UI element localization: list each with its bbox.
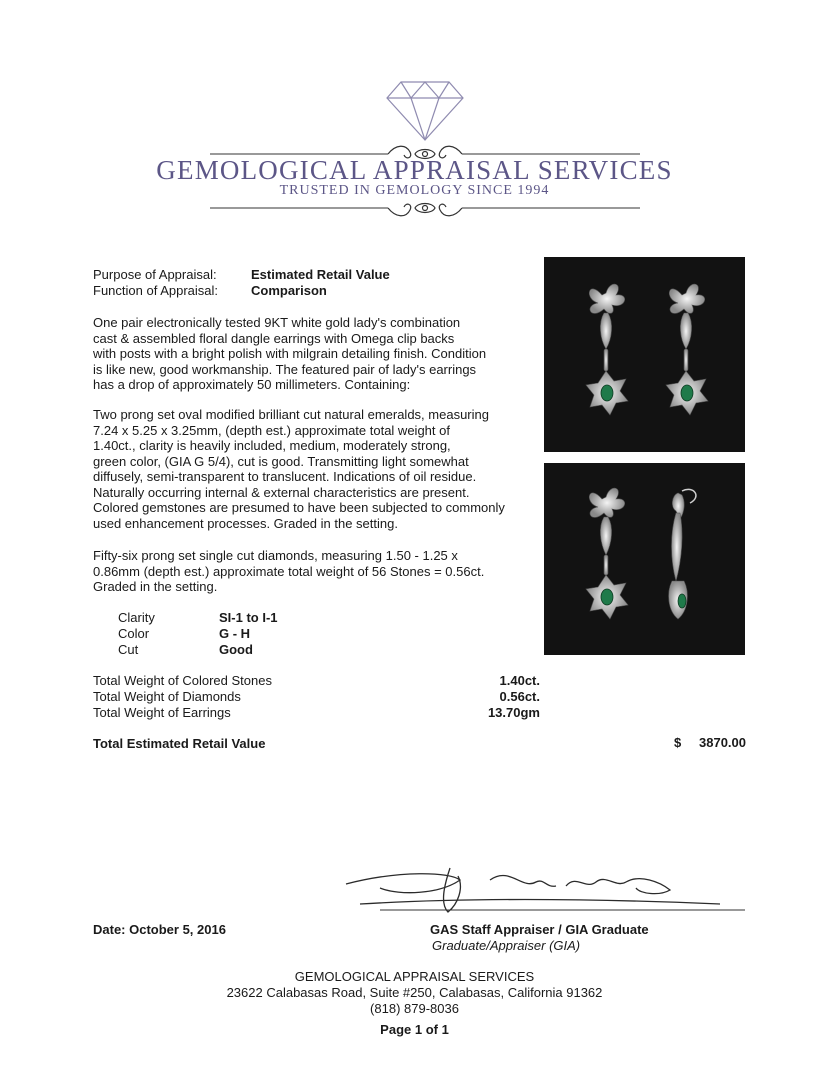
total-diamonds-label: Total Weight of Diamonds bbox=[93, 689, 241, 704]
total-earrings-value: 13.70gm bbox=[487, 705, 540, 720]
emerald-line: Colored gemstones are presumed to have been subjected to commonly bbox=[93, 500, 505, 515]
total-colored-label: Total Weight of Colored Stones bbox=[93, 673, 272, 688]
total-diamonds-value: 0.56ct. bbox=[499, 689, 540, 704]
grading-color-label: Color bbox=[118, 626, 150, 641]
emerald-line: Naturally occurring internal & external characteristics are present. bbox=[93, 484, 470, 500]
description-intro bbox=[93, 315, 533, 393]
appraiser-subtitle: Graduate/Appraiser (GIA) bbox=[432, 938, 581, 953]
function-label: Function of Appraisal: bbox=[93, 283, 219, 298]
earrings-front-image bbox=[544, 257, 745, 452]
function-value: Comparison bbox=[251, 283, 327, 298]
appraisal-date: Date: October 5, 2016 bbox=[93, 922, 226, 937]
emerald-line: 1.40ct., clarity is heavily included, medium, moderately strong, bbox=[93, 438, 451, 453]
grading-cut-label: Cut bbox=[118, 642, 139, 657]
signature-image bbox=[340, 860, 750, 920]
page-number: Page 1 of 1 bbox=[380, 1022, 449, 1037]
header-ornament-bottom bbox=[210, 198, 640, 222]
intro-line: has a drop of approximately 50 millimeters. Containing: bbox=[93, 377, 411, 392]
retail-value-label: Total Estimated Retail Value bbox=[93, 736, 266, 751]
footer-company: GEMOLOGICAL APPRAISAL SERVICES bbox=[294, 969, 535, 984]
retail-currency: $ bbox=[674, 735, 682, 750]
earrings-photo-front bbox=[544, 257, 745, 452]
grading-clarity-label: Clarity bbox=[118, 610, 155, 625]
emerald-line: 7.24 x 5.25 x 3.25mm, (depth est.) approximate total weight of bbox=[93, 422, 450, 438]
intro-line: cast & assembled floral dangle earrings with Omega clip backs bbox=[93, 330, 455, 346]
appraiser-title: GAS Staff Appraiser / GIA Graduate bbox=[430, 922, 649, 937]
retail-amount: 3870.00 bbox=[699, 735, 746, 750]
grading-cut-value: Good bbox=[219, 642, 253, 657]
description-diamonds bbox=[93, 548, 533, 595]
purpose-label: Purpose of Appraisal: bbox=[93, 267, 217, 282]
emerald-line: Two prong set oval modified brilliant cut natural emeralds, measuring bbox=[93, 407, 489, 422]
total-colored-value: 1.40ct. bbox=[499, 673, 540, 688]
description-emeralds bbox=[93, 407, 533, 531]
intro-line: One pair electronically tested 9KT white gold lady's combination bbox=[93, 315, 461, 330]
earrings-photo-side bbox=[544, 463, 745, 655]
company-tagline: TRUSTED IN GEMOLOGY SINCE 1994 bbox=[279, 183, 550, 198]
diamond-line: Fifty-six prong set single cut diamonds, measuring 1.50 - 1.25 x bbox=[93, 548, 458, 563]
diamond-line: 0.86mm (depth est.) approximate total weight of 56 Stones = 0.56ct. bbox=[93, 563, 485, 579]
footer-phone: (818) 879-8036 bbox=[370, 1001, 459, 1016]
emerald-line: diffusely, semi-transparent to translucent. Indications of oil residue. bbox=[93, 469, 477, 484]
intro-line: is like new, good workmanship. The featured pair of lady's earrings bbox=[93, 361, 477, 377]
diamond-line: Graded in the setting. bbox=[93, 579, 218, 594]
emerald-line: used enhancement processes. Graded in the setting. bbox=[93, 515, 398, 531]
grading-clarity-value: SI-1 to I-1 bbox=[219, 610, 278, 625]
footer-address: 23622 Calabasas Road, Suite #250, Calabasas, California 91362 bbox=[226, 985, 603, 1000]
purpose-value: Estimated Retail Value bbox=[251, 267, 390, 282]
diamond-logo-icon bbox=[385, 78, 465, 144]
intro-line: with posts with a bright polish with milgrain detailing finish. Condition bbox=[93, 346, 487, 361]
grading-color-value: G - H bbox=[219, 626, 251, 641]
emerald-line: green color, (GIA G 5/4), cut is good. Transmitting light somewhat bbox=[93, 453, 469, 469]
earrings-side-image bbox=[544, 463, 745, 655]
total-earrings-label: Total Weight of Earrings bbox=[93, 705, 231, 720]
company-title: GEMOLOGICAL APPRAISAL SERVICES bbox=[156, 155, 673, 185]
